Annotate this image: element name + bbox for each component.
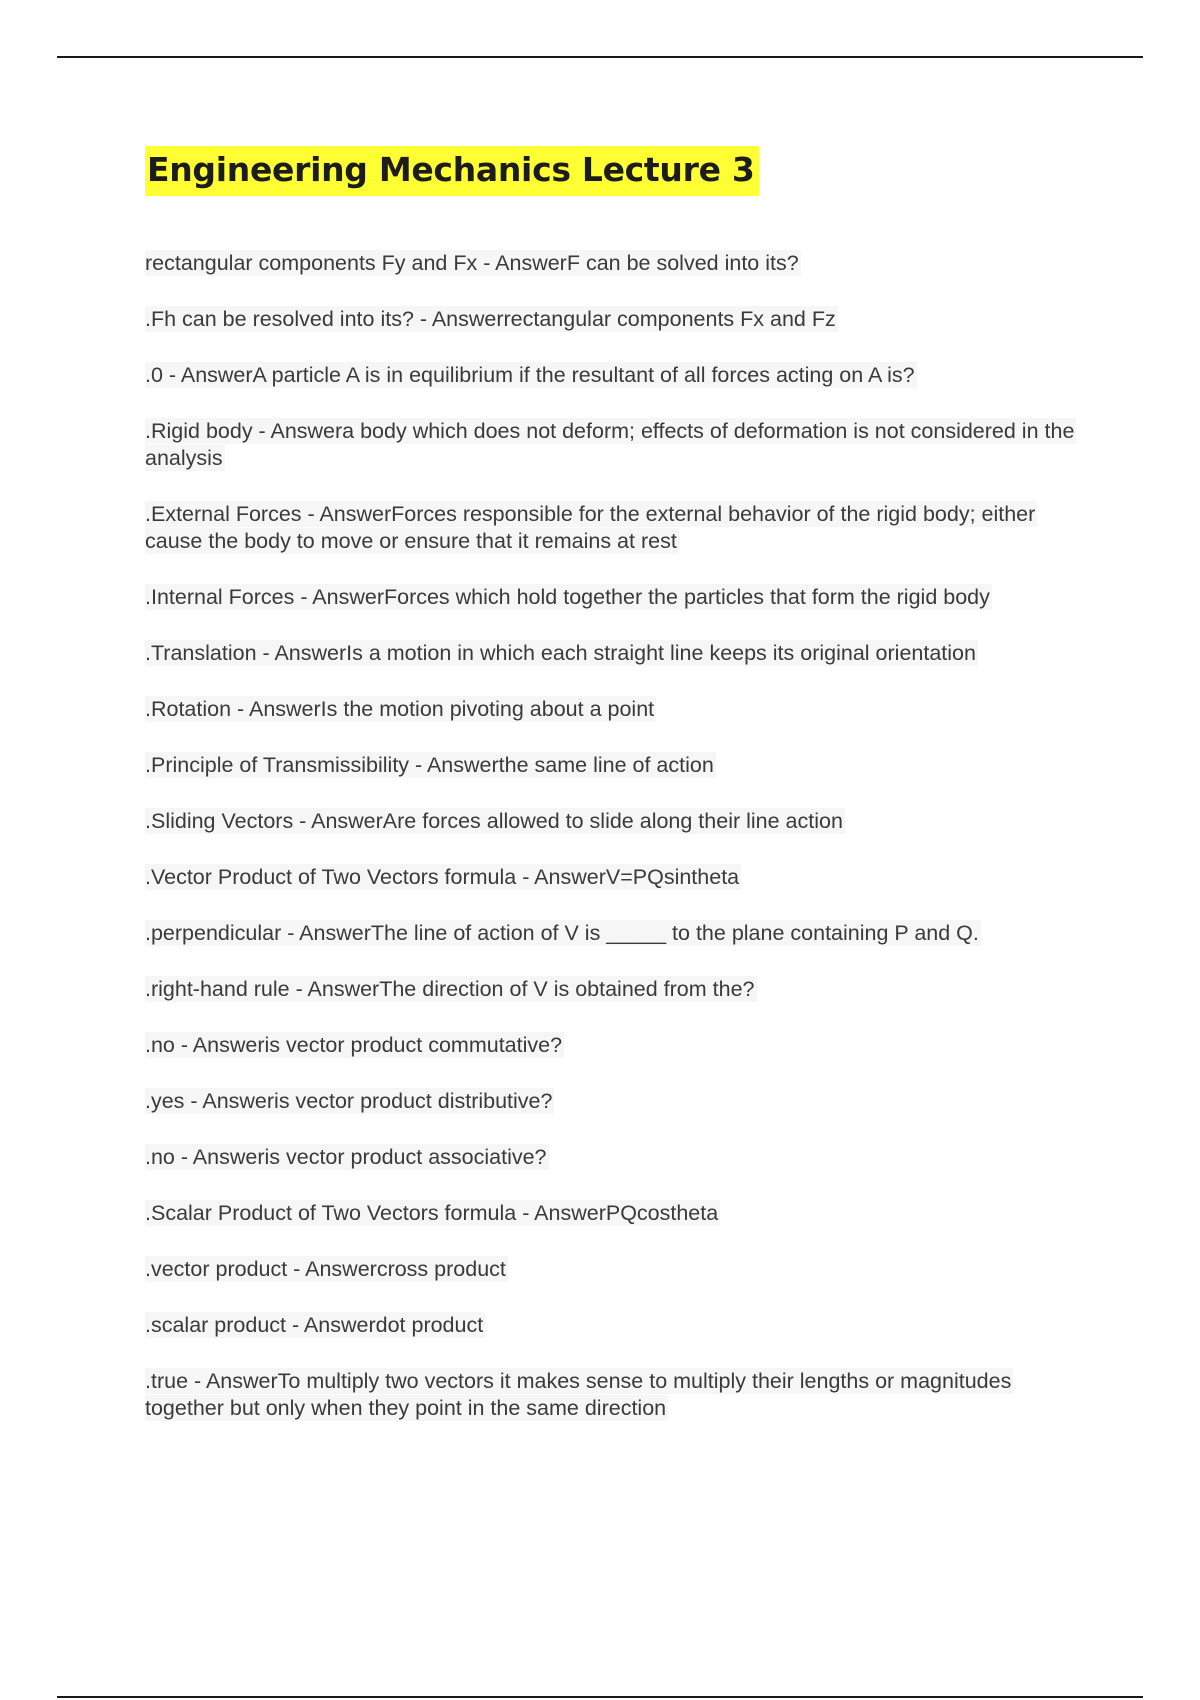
- list-item: [145, 1088, 1095, 1115]
- list-item-text: .scalar product - Answerdot product: [145, 1313, 484, 1337]
- list-item-text: .Vector Product of Two Vectors formula - AnswerV=PQsintheta: [145, 865, 740, 889]
- list-item: [145, 250, 1095, 277]
- flashcard-list: [145, 250, 1095, 1451]
- list-item: [145, 1368, 1095, 1422]
- list-item-text: .Scalar Product of Two Vectors formula - AnswerPQcostheta: [145, 1201, 719, 1225]
- list-item-text: .true - AnswerTo multiply two vectors it makes sense to multiply their lengths or magnitudes together but only when they point in the same direction: [145, 1369, 1012, 1420]
- list-item-text: .no - Answeris vector product commutative?: [145, 1033, 563, 1057]
- list-item: [145, 1032, 1095, 1059]
- list-item-text: .no - Answeris vector product associative?: [145, 1145, 547, 1169]
- list-item-text: .right-hand rule - AnswerThe direction of V is obtained from the?: [145, 977, 755, 1001]
- list-item: [145, 920, 1095, 947]
- list-item: [145, 584, 1095, 611]
- list-item: [145, 864, 1095, 891]
- list-item-text: .Translation - AnswerIs a motion in which each straight line keeps its original orientation: [145, 641, 976, 665]
- list-item-text: .External Forces - AnswerForces responsible for the external behavior of the rigid body; either cause the body to move or ensure that it remains at rest: [145, 502, 1036, 553]
- list-item: [145, 1312, 1095, 1339]
- list-item: [145, 752, 1095, 779]
- list-item: [145, 808, 1095, 835]
- list-item-text: .Principle of Transmissibility - Answerthe same line of action: [145, 753, 714, 777]
- bottom-rule: [57, 1696, 1143, 1698]
- list-item: [145, 362, 1095, 389]
- list-item: [145, 501, 1095, 555]
- top-rule: [57, 56, 1143, 58]
- list-item-text: .Internal Forces - AnswerForces which hold together the particles that form the rigid body: [145, 585, 990, 609]
- list-item-text: .yes - Answeris vector product distributive?: [145, 1089, 553, 1113]
- list-item: [145, 1256, 1095, 1283]
- list-item-text: .perpendicular - AnswerThe line of action of V is _____ to the plane containing P and Q.: [145, 921, 979, 945]
- list-item: [145, 418, 1095, 472]
- list-item-text: .Rigid body - Answera body which does not deform; effects of deformation is not considered in the analysis: [145, 419, 1075, 470]
- list-item: [145, 306, 1095, 333]
- list-item-text: rectangular components Fy and Fx - AnswerF can be solved into its?: [145, 251, 799, 275]
- list-item-text: .Rotation - AnswerIs the motion pivoting about a point: [145, 697, 655, 721]
- list-item: [145, 1144, 1095, 1171]
- list-item: [145, 696, 1095, 723]
- list-item-text: .vector product - Answercross product: [145, 1257, 506, 1281]
- list-item: [145, 640, 1095, 667]
- list-item-text: .Sliding Vectors - AnswerAre forces allowed to slide along their line action: [145, 809, 843, 833]
- list-item-text: .0 - AnswerA particle A is in equilibrium if the resultant of all forces acting on A is?: [145, 363, 915, 387]
- list-item: [145, 1200, 1095, 1227]
- list-item: [145, 976, 1095, 1003]
- list-item-text: .Fh can be resolved into its? - Answerrectangular components Fx and Fz: [145, 307, 836, 331]
- document-title: Engineering Mechanics Lecture 3: [145, 146, 759, 196]
